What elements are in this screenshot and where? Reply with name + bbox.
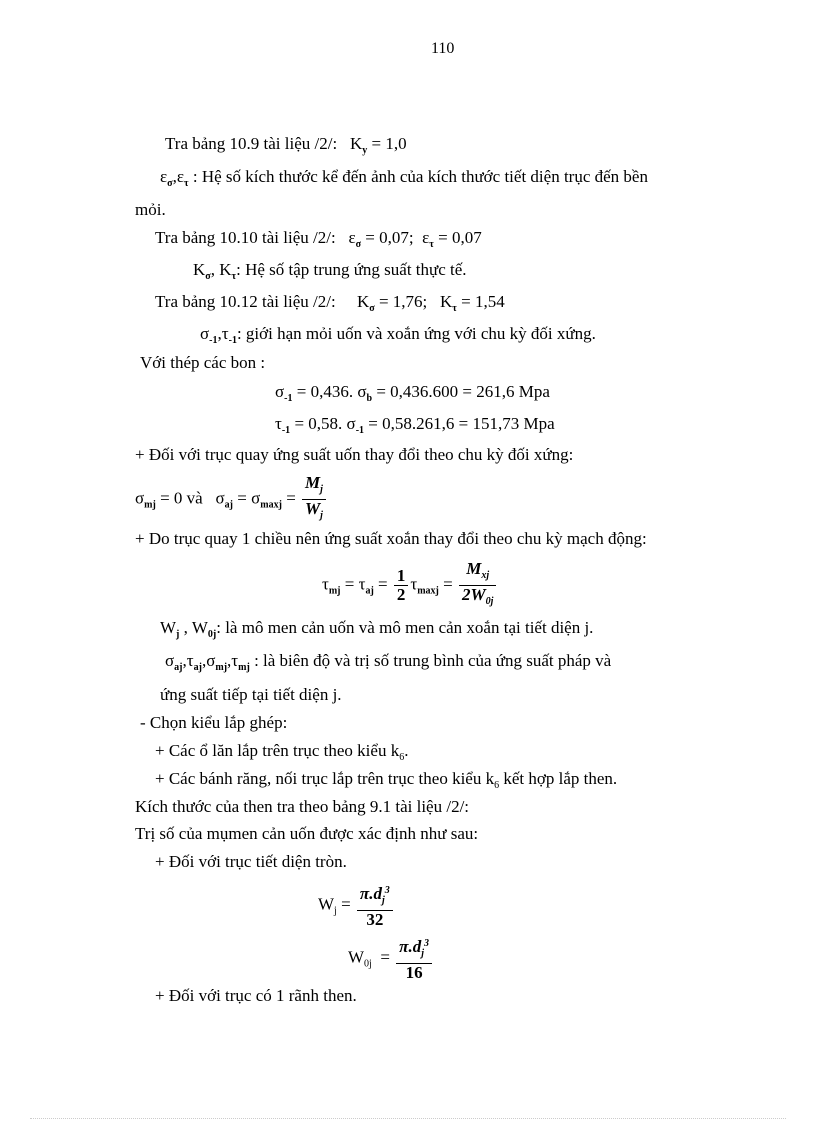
line-truc-tiet-dien-tron: + Đối với trục tiết diện tròn. [155,852,347,871]
equation: = 0,58. σ [294,414,356,433]
denominator: 32 [366,910,384,929]
line-cac-banh-rang: + Các bánh răng, nối trục lắp trên trục theo kiểu $k_6$ kết hợp lắp then. [155,769,618,791]
text: : Hệ số kích thước kể đến ảnh của kích thước tiết diện trục đến bền [192,167,648,186]
fraction-pi-d3-over-16: $\frac{\pi.d_j^3}{16}$ [396,935,432,982]
equation: = 0,436. σ [296,382,367,401]
formula-sigma: $\sigma_{mj} = 0$ và $\sigma_{aj} = \sigma_{maxj}$ = $\frac{M_j}{W_j}$ [135,474,328,525]
line-chon-kieu-lap-ghep: - Chọn kiểu lắp ghép: [140,713,288,732]
line-amplitude-definition: $\sigma_{aj},\tau_{aj},\sigma_{mj},\tau_{mj}$ : là biên độ và trị số trung bình của ứng suất pháp và [165,651,612,673]
text-end: kết hợp lắp then. [503,769,618,788]
line-sigma-equation: $\sigma_{-1} = 0,436$. $\sigma_b = 0,436.600 = 261,6$ Mpa [275,382,550,404]
value: = 0,58.261,6 = 151,73 Mpa [368,414,555,433]
value-2: = 1,54 [461,292,505,311]
text: : giới hạn mỏi uốn và xoắn ứng với chu kỳ đối xứng. [236,324,596,343]
fraction-pi-d3-over-32: $\frac{\pi.d_j^3}{32}$ [357,882,393,929]
line-cac-o-lan: + Các ổ lăn lắp trên trục theo kiểu $k_6$. [155,741,409,763]
fraction-mx-over-2w: $\frac{M_{xj}}{2W_{0j}}$ [459,560,496,611]
fraction-one-half: $\frac{1}{2}$ [394,567,409,604]
formula-wj: $W_j$ = $\frac{\pi.d_j^3}{32}$ [318,882,395,933]
text: + Các ổ lăn lắp trên trục theo kiểu k [155,741,400,760]
value-1: = 1,76; [378,292,428,311]
text: : là biên độ và trị số trung bình của ứng suất pháp và [254,651,612,670]
line-w-definition: $W_j$ , $W_{0j}$: là mô men cản uốn và mô men cản xoắn tại tiết diện j. [160,618,594,640]
denominator: 16 [405,963,423,982]
line-voi-thep: Với thép các bon : [140,353,266,372]
text: : là mô men cản uốn và mô men cản xoắn tại tiết diện j. [216,618,594,637]
text: Tra bảng 10.12 tài liệu /2/: [155,292,336,311]
line-doi-voi-truc-quay: + Đối với trục quay ứng suất uốn thay đổi theo chu kỳ đối xứng: [135,445,574,464]
fraction-m-over-w: $\frac{M_j}{W_j}$ [302,474,326,525]
line-tau-equation: $\tau_{-1} = 0,58$. $\sigma_{-1} = 0,58.261,6 = 151,73$ Mpa [275,414,555,436]
line-kich-thuoc-then: Kích thước của then tra theo bảng 9.1 tài liệu /2/: [135,797,470,816]
text-end: . [404,741,409,760]
line-moi: mỏi. [135,200,166,219]
line-sigma-tau-limit: $\sigma_{-1},\tau_{-1}$: giới hạn mỏi uốn và xoắn ứng với chu kỳ đối xứng. [200,324,596,346]
text: Tra bảng 10.10 tài liệu /2/: [155,228,336,247]
text: = 0 và [160,488,203,508]
value-2: = 0,07 [438,228,482,247]
line-truc-co-ranh-then: + Đối với trục có 1 rãnh then. [155,986,357,1005]
line-ung-suat-tiep: ứng suất tiếp tại tiết diện j. [160,685,342,704]
text: : Hệ số tập trung ứng suất thực tế. [236,260,467,279]
text: + Các bánh răng, nối trục lắp trên trục theo kiểu k [155,769,495,788]
value: = 0,436.600 = 261,6 Mpa [376,382,550,401]
value-1: = 0,07; [365,228,414,247]
line-tra-bang-10-9: Tra bảng 10.9 tài liệu /2/: $K_y = 1,0$ [165,134,407,156]
line-tra-bang-10-12: Tra bảng 10.12 tài liệu /2/: $K_\sigma = 1,76$; $K_\tau = 1,54$ [155,292,505,314]
line-k-definition: $K_\sigma$, $K_\tau$: Hệ số tập trung ứng suất thực tế. [193,260,467,282]
value: = 1,0 [371,134,407,153]
symbol-w: W [318,894,335,914]
symbol-w: W [348,947,365,967]
line-do-truc-quay: + Do trục quay 1 chiều nên ứng suất xoắn thay đổi theo chu kỳ mạch động: [135,529,647,548]
line-tra-bang-10-10: Tra bảng 10.10 tài liệu /2/: $\varepsilon_\sigma = 0,07$; $\varepsilon_\tau = 0,07$ [155,228,482,250]
text: Tra bảng 10.9 tài liệu /2/: [165,134,338,153]
page-number: 110 [431,40,455,57]
footer-divider [30,1118,786,1119]
symbol-k: K [349,134,363,153]
line-tri-so-mumen: Trị số của mụmen cản uốn được xác định như sau: [135,824,479,843]
line-epsilon-definition: $\varepsilon_\sigma,\varepsilon_\tau$ : Hệ số kích thước kể đến ảnh của kích thước tiết diện trục đến bền [160,167,648,189]
formula-w0j: $W_{0j}$ = $\frac{\pi.d_j^3}{16}$ [348,935,434,986]
formula-tau: $\tau_{mj} = \tau_{aj}$ = $\frac{1}{2}$ $\tau_{maxj}$ = $\frac{M_{xj}}{2W_{0j}}$ [322,560,498,611]
